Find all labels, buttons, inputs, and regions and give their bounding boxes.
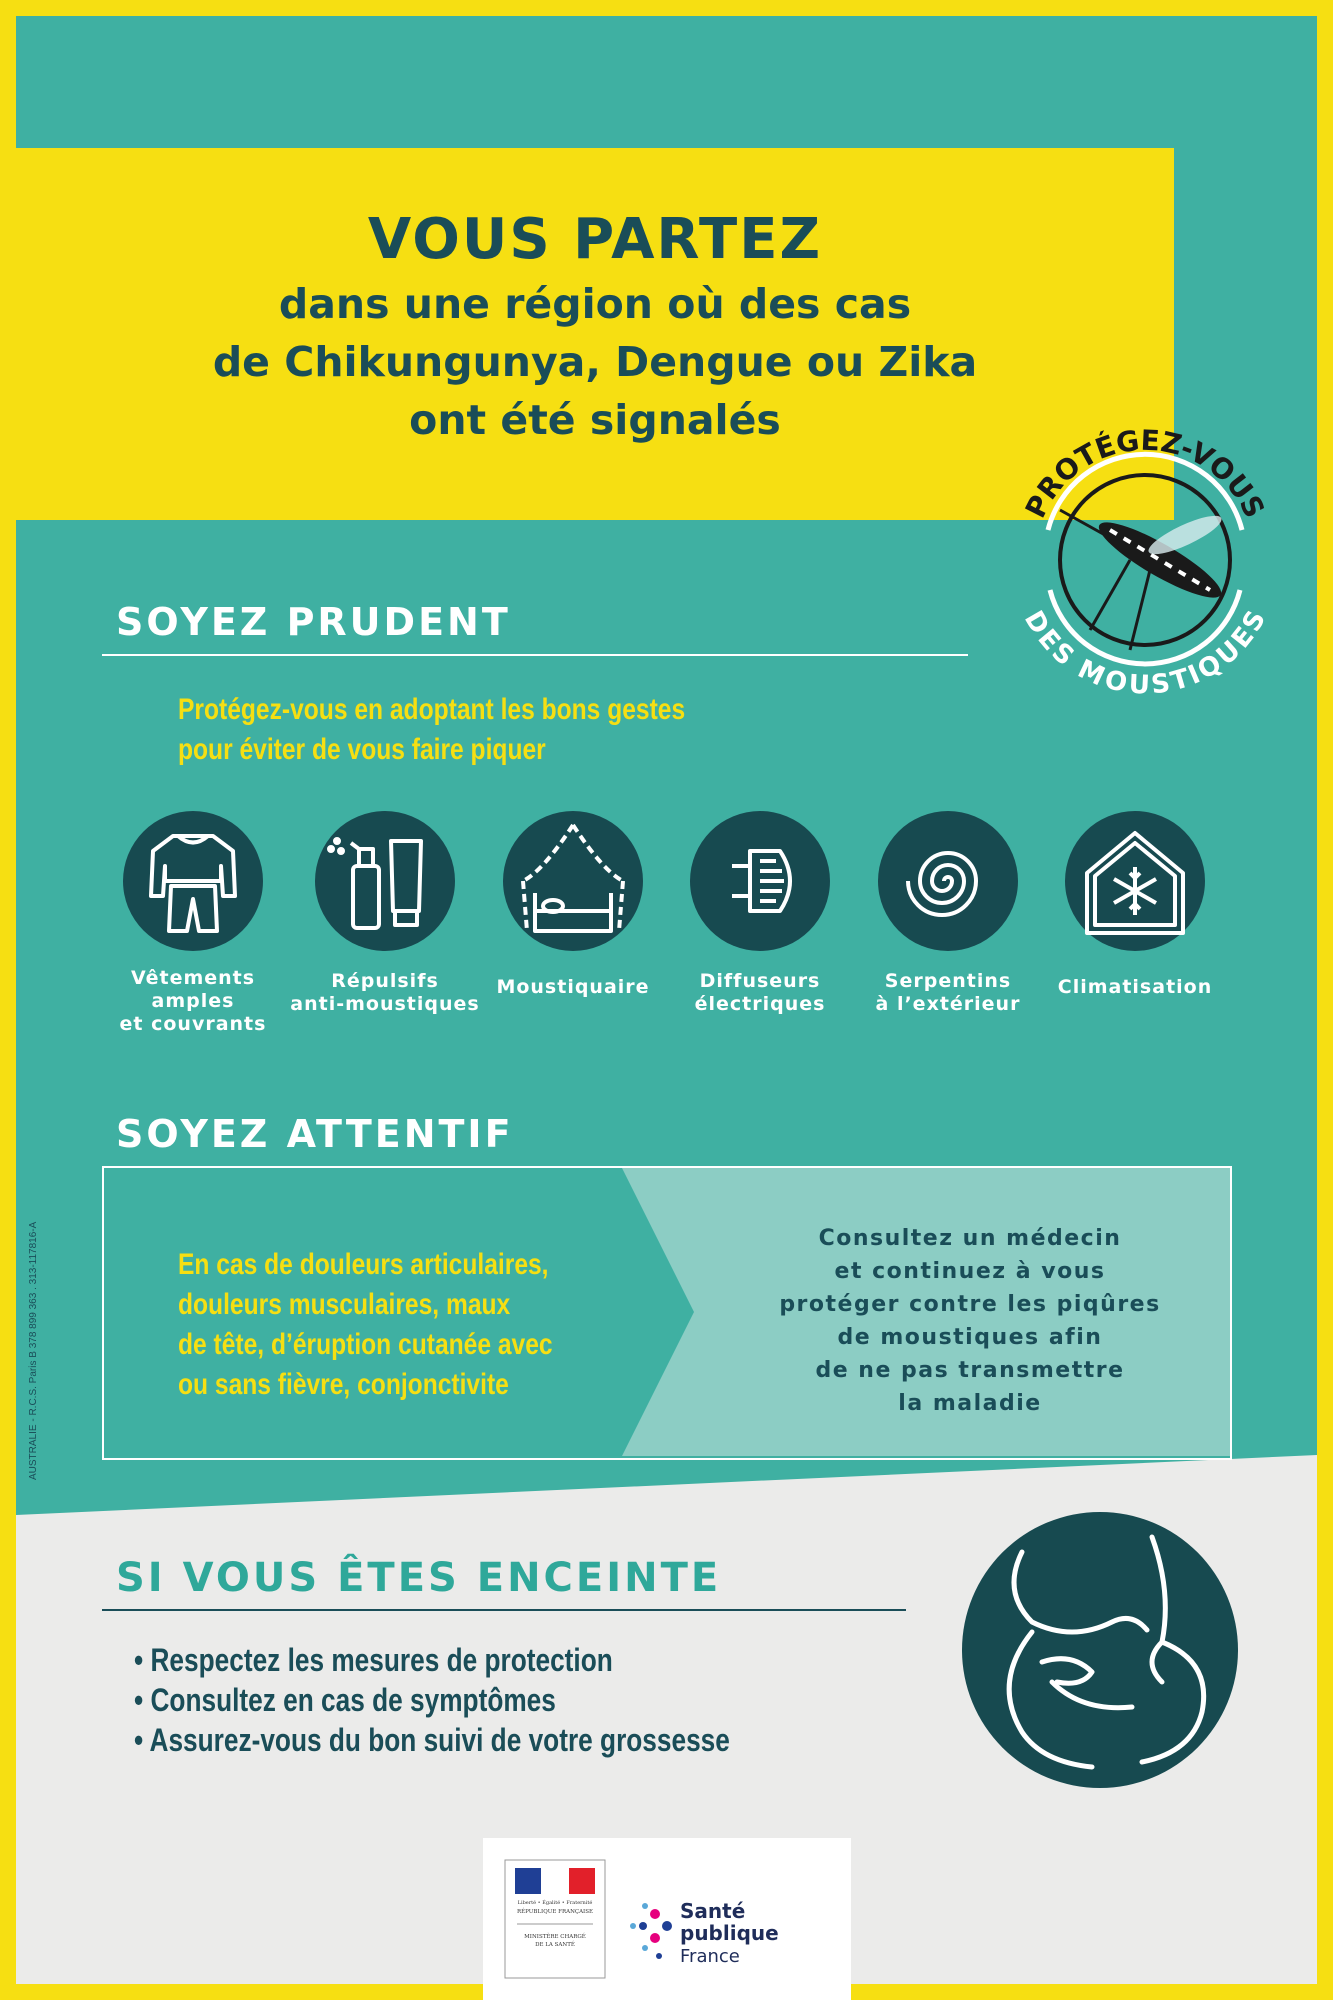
badge-top-text: PROTÉGEZ-VOUS xyxy=(1018,423,1272,524)
list-item: • Assurez-vous du bon suivi de votre grossesse xyxy=(134,1720,730,1760)
ministere-line-1: MINISTÈRE CHARGÉ xyxy=(524,1934,586,1940)
spf-logo-dots xyxy=(630,1903,672,1959)
pregnancy-divider xyxy=(102,1609,906,1611)
protect-badge xyxy=(1010,410,1280,700)
clothing-label: Vêtements amples et couvrants xyxy=(119,967,267,1035)
pregnancy-title: SI VOUS ÊTES ENCEINTE xyxy=(116,1555,722,1601)
prudent-intro xyxy=(178,690,685,770)
spf-line-1: Santé xyxy=(680,1899,746,1923)
list-item: • Respectez les mesures de protection xyxy=(134,1640,730,1680)
electric-diffuser-label: Diffuseurs électriques xyxy=(694,970,826,1015)
symptoms-text: En cas de douleurs articulaires, douleurs musculaires, maux de tête, d’éruption cutanée avec ou sans fièvre, conjonctivite xyxy=(178,1248,553,1401)
prudent-title: SOYEZ PRUDENT xyxy=(116,600,511,644)
attentif-title: SOYEZ ATTENTIF xyxy=(116,1112,514,1156)
spf-line-3: France xyxy=(680,1946,740,1967)
coil-icon xyxy=(878,811,1018,951)
advice-text: Consultez un médecin et continuez à vous protéger contre les piqûres de moustiques afin de ne pas transmettre la maladie xyxy=(779,1226,1161,1416)
prudent-intro-line-2: pour éviter de vous faire piquer xyxy=(178,733,546,766)
headline-line-1: dans une région où des cas xyxy=(278,280,912,328)
clothing-icon xyxy=(123,811,263,951)
headline-line-2: de Chikungunya, Dengue ou Zika xyxy=(212,338,978,386)
logo-block xyxy=(483,1838,851,2000)
republique-text: RÉPUBLIQUE FRANÇAISE xyxy=(516,1909,594,1915)
pregnant-woman-icon xyxy=(962,1512,1238,1788)
air-conditioning-icon xyxy=(1065,811,1205,951)
legal-mention: AUSTRALIE - R.C.S. Paris B 378 899 363 . 313-117816-A xyxy=(28,1221,39,1480)
marianne-motto: Liberté • Égalité • Fraternité xyxy=(517,1900,593,1906)
badge-bottom-text: DES MOUSTIQUES xyxy=(1017,605,1273,700)
repellent-label: Répulsifs anti-moustiques xyxy=(290,970,480,1015)
mosquito-icon xyxy=(1060,509,1229,650)
air-conditioning-label: Climatisation xyxy=(1057,976,1213,998)
electric-diffuser-icon xyxy=(690,811,830,951)
headline xyxy=(16,205,1174,449)
spf-line-2: publique xyxy=(680,1921,779,1945)
headline-line-3: ont été signalés xyxy=(409,396,781,444)
mosquito-net-icon xyxy=(503,811,643,951)
ministere-line-2: DE LA SANTÉ xyxy=(535,1942,575,1948)
logos xyxy=(483,1838,851,2000)
mosquito-net-label: Moustiquaire xyxy=(496,976,650,998)
prudent-divider xyxy=(102,654,968,656)
coil-label: Serpentins à l’extérieur xyxy=(875,970,1021,1015)
pregnancy-list xyxy=(134,1640,730,1760)
list-item: • Consultez en cas de symptômes xyxy=(134,1680,730,1720)
prudent-intro-line-1: Protégez-vous en adoptant les bons gestes xyxy=(178,693,686,726)
repellent-icon xyxy=(315,811,455,951)
headline-title: VOUS PARTEZ xyxy=(367,207,823,272)
